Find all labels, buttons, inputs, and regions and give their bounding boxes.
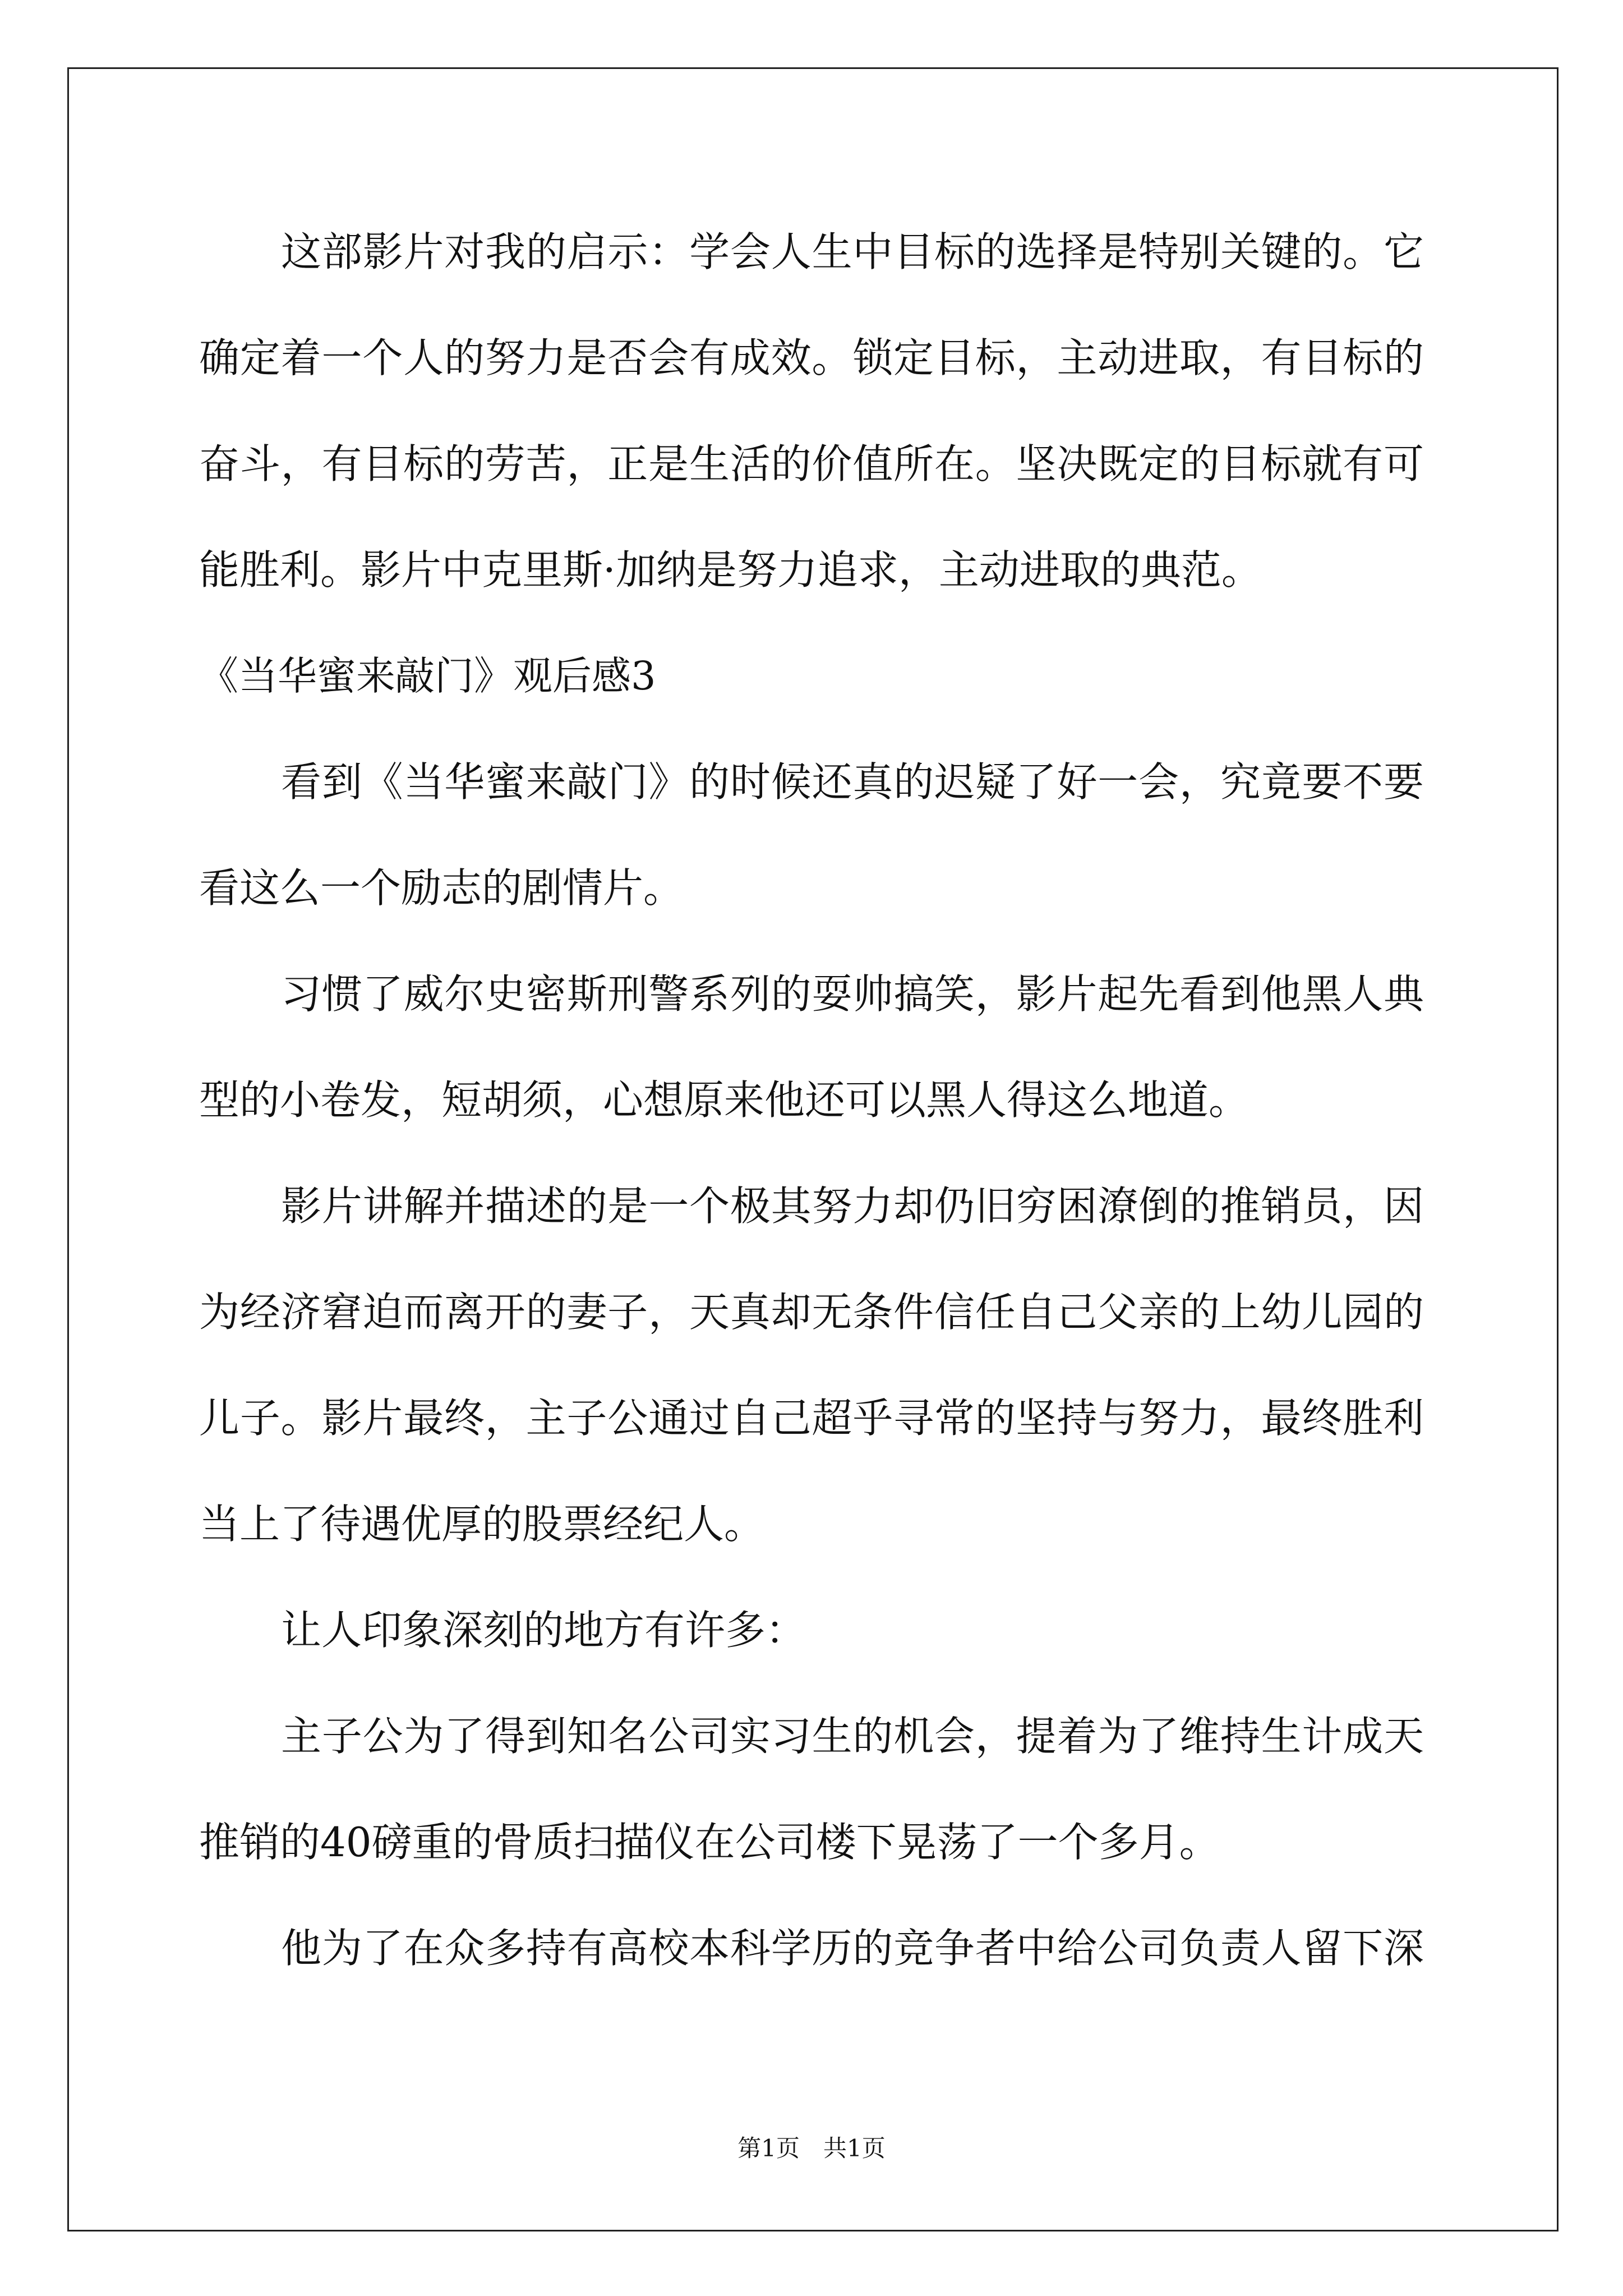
text-line: 为经济窘迫而离开的妻子，天真却无条件信任自己父亲的上幼儿园的 bbox=[199, 1289, 1424, 1336]
text-line: 主子公为了得到知名公司实习生的机会，提着为了维持生计成天 bbox=[281, 1713, 1424, 1760]
page-footer: 第1页 共1页 bbox=[737, 2134, 886, 2162]
text-line: 奋斗，有目标的劳苦，正是生活的价值所在。坚决既定的目标就有可 bbox=[199, 440, 1424, 487]
paragraph bbox=[199, 1153, 1427, 1577]
paragraph bbox=[199, 941, 1427, 1153]
paragraph bbox=[199, 1895, 1427, 2001]
text-line: 他为了在众多持有高校本科学历的竞争者中给公司负责人留下深 bbox=[281, 1925, 1424, 1972]
paragraph bbox=[199, 1577, 1427, 1683]
text-line: 确定着一个人的努力是否会有成效。锁定目标，主动进取，有目标的 bbox=[199, 334, 1424, 381]
text-line: 儿子。影片最终，主子公通过自己超乎寻常的坚持与努力，最终胜利 bbox=[199, 1395, 1424, 1442]
section-heading: 《当华蜜来敲门》观后感3 bbox=[199, 653, 656, 699]
paragraph bbox=[199, 1683, 1427, 1895]
text-line: 型的小卷发，短胡须，心想原来他还可以黑人得这么地道。 bbox=[199, 1076, 1249, 1124]
document-body bbox=[199, 199, 1427, 2001]
paragraph-intro bbox=[199, 199, 1427, 623]
text-line: 看这么一个励志的剧情片。 bbox=[199, 864, 684, 912]
text-line: 当上了待遇优厚的股票经纪人。 bbox=[199, 1501, 765, 1548]
text-line: 让人印象深刻的地方有许多： bbox=[281, 1607, 806, 1654]
text-line: 能胜利。影片中克里斯·加纳是努力追求，主动进取的典范。 bbox=[199, 546, 1262, 593]
text-line: 推销的40磅重的骨质扫描仪在公司楼下晃荡了一个多月。 bbox=[199, 1819, 1220, 1866]
text-line: 这部影片对我的启示：学会人生中目标的选择是特别关键的。它 bbox=[281, 228, 1424, 275]
text-line: 看到《当华蜜来敲门》的时候还真的迟疑了好一会，究竟要不要 bbox=[281, 758, 1424, 806]
paragraph bbox=[199, 729, 1427, 941]
text-line: 习惯了威尔史密斯刑警系列的耍帅搞笑，影片起先看到他黑人典 bbox=[281, 970, 1424, 1018]
text-line: 影片讲解并描述的是一个极其努力却仍旧穷困潦倒的推销员，因 bbox=[281, 1182, 1424, 1230]
